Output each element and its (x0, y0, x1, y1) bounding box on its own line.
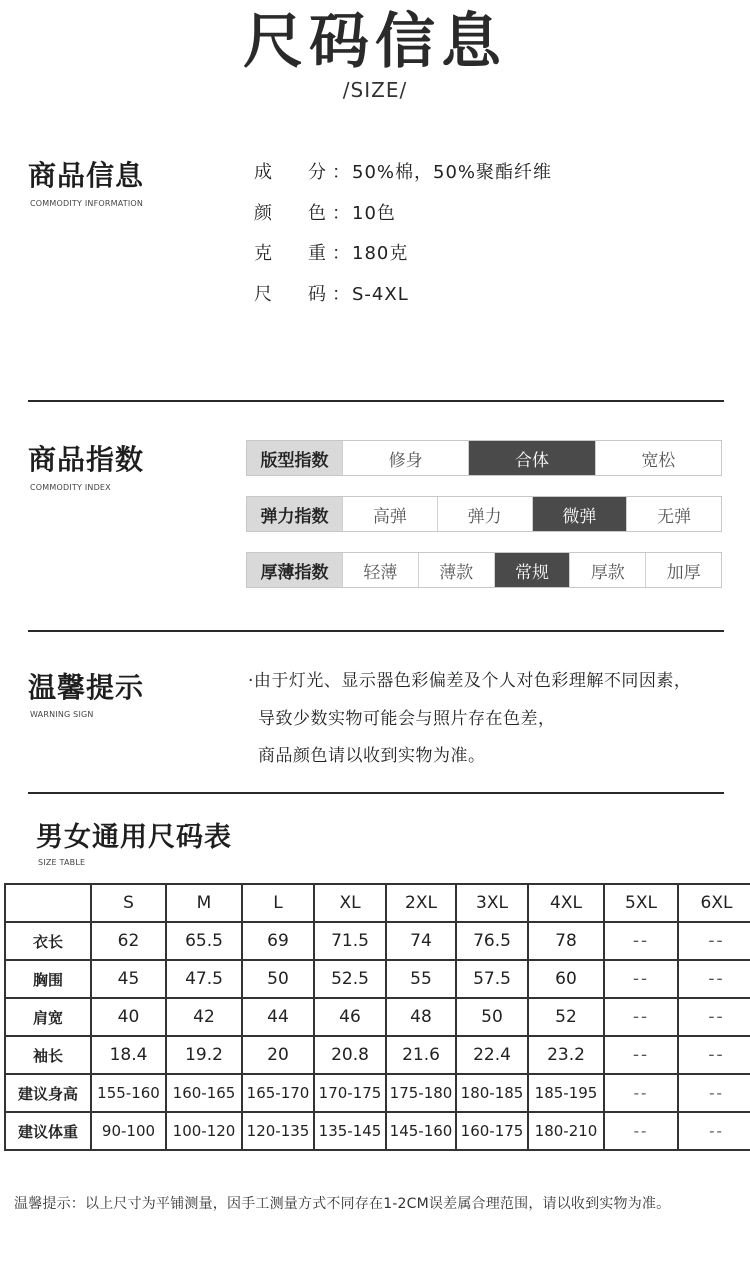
index-option: 厚款 (569, 553, 645, 587)
table-cell: 40 (91, 998, 166, 1036)
table-header-cell: 2XL (386, 884, 456, 922)
table-cell: 47.5 (166, 960, 242, 998)
table-cell: 46 (314, 998, 386, 1036)
info-key-char: 尺 (254, 284, 273, 305)
table-cell: 20 (242, 1036, 314, 1074)
index-option: 弹力 (437, 497, 532, 531)
commodity-info-row (254, 283, 409, 307)
warning-title: 温馨提示 (28, 671, 145, 704)
table-header-cell: 5XL (604, 884, 678, 922)
index-option: 常规 (494, 553, 570, 587)
index-option: 加厚 (645, 553, 721, 587)
index-option: 薄款 (418, 553, 494, 587)
table-cell: 20.8 (314, 1036, 386, 1074)
info-value: 10色 (352, 203, 396, 224)
index-option: 无弹 (626, 497, 721, 531)
info-key-char: 色 (308, 203, 327, 224)
table-cell: 50 (242, 960, 314, 998)
table-cell: 170-175 (314, 1074, 386, 1112)
table-row (5, 1074, 750, 1112)
warning-subtitle: WARNING SIGN (30, 710, 94, 719)
commodity-index-title: 商品指数 (28, 443, 145, 476)
info-colon: ： (332, 243, 351, 264)
table-cell: 48 (386, 998, 456, 1036)
table-cell: -- (604, 1112, 678, 1150)
table-cell: 23.2 (528, 1036, 604, 1074)
table-cell: 52 (528, 998, 604, 1036)
table-cell: -- (604, 1036, 678, 1074)
size-table-subtitle: SIZE TABLE (38, 858, 86, 867)
index-label: 厚薄指数 (247, 553, 342, 587)
table-row-header: 袖长 (5, 1036, 91, 1074)
table-cell: 57.5 (456, 960, 528, 998)
info-value: 50%棉，50%聚酯纤维 (352, 162, 553, 183)
index-option: 修身 (342, 441, 468, 475)
info-key-char: 成 (254, 162, 273, 183)
info-key-char: 码 (308, 284, 327, 305)
info-key-char: 重 (308, 243, 327, 264)
table-cell: 180-185 (456, 1074, 528, 1112)
table-cell: -- (604, 922, 678, 960)
page-title: 尺码信息 (243, 7, 507, 77)
table-cell: 19.2 (166, 1036, 242, 1074)
table-cell: 160-175 (456, 1112, 528, 1150)
table-cell: -- (604, 1074, 678, 1112)
table-header-cell: XL (314, 884, 386, 922)
table-cell: -- (678, 1074, 750, 1112)
table-cell: 100-120 (166, 1112, 242, 1150)
table-header-cell: 6XL (678, 884, 750, 922)
commodity-info-row (254, 202, 396, 226)
table-cell: 90-100 (91, 1112, 166, 1150)
warning-line: ·由于灯光、显示器色彩偏差及个人对色彩理解不同因素， (248, 671, 692, 691)
table-cell: -- (678, 998, 750, 1036)
table-cell: -- (678, 1036, 750, 1074)
section-divider (28, 792, 724, 794)
table-cell: 69 (242, 922, 314, 960)
table-cell: -- (604, 960, 678, 998)
table-cell: 145-160 (386, 1112, 456, 1150)
index-label: 版型指数 (247, 441, 342, 475)
info-value: S-4XL (352, 284, 409, 305)
commodity-info-row (254, 161, 552, 185)
table-cell: 44 (242, 998, 314, 1036)
table-cell: -- (678, 1112, 750, 1150)
info-key-char: 颜 (254, 203, 273, 224)
table-row (5, 998, 750, 1036)
table-header-cell: 4XL (528, 884, 604, 922)
index-option: 轻薄 (342, 553, 418, 587)
commodity-index-subtitle: COMMODITY INDEX (30, 483, 111, 492)
size-table (4, 883, 750, 1151)
info-value: 180克 (352, 243, 409, 264)
table-cell: 60 (528, 960, 604, 998)
table-header-cell: L (242, 884, 314, 922)
warning-line: 导致少数实物可能会与照片存在色差， (258, 709, 556, 729)
info-key-char: 克 (254, 243, 273, 264)
index-option: 微弹 (532, 497, 627, 531)
table-cell: 120-135 (242, 1112, 314, 1150)
commodity-info-row (254, 242, 408, 266)
table-cell: 45 (91, 960, 166, 998)
table-cell: 22.4 (456, 1036, 528, 1074)
table-cell: 42 (166, 998, 242, 1036)
size-table-title: 男女通用尺码表 (36, 822, 232, 853)
table-cell: 185-195 (528, 1074, 604, 1112)
table-header-cell: M (166, 884, 242, 922)
info-colon: ： (332, 284, 351, 305)
table-header-row (5, 884, 750, 922)
table-cell: 155-160 (91, 1074, 166, 1112)
section-divider (28, 400, 724, 402)
table-cell: 165-170 (242, 1074, 314, 1112)
table-cell: 65.5 (166, 922, 242, 960)
table-cell: 74 (386, 922, 456, 960)
section-divider (28, 630, 724, 632)
index-row (246, 440, 722, 476)
index-row (246, 552, 722, 588)
table-header-cell: 3XL (456, 884, 528, 922)
table-cell: 55 (386, 960, 456, 998)
table-row-header: 建议体重 (5, 1112, 91, 1150)
index-option: 宽松 (595, 441, 721, 475)
table-cell: 160-165 (166, 1074, 242, 1112)
table-cell: 180-210 (528, 1112, 604, 1150)
size-footnote: 温馨提示：以上尺寸为平铺测量，因手工测量方式不同存在1-2CM误差属合理范围，请以收到实物为准。 (14, 1196, 671, 1212)
table-row (5, 1112, 750, 1150)
table-cell: -- (678, 922, 750, 960)
table-cell: 52.5 (314, 960, 386, 998)
index-option: 高弹 (342, 497, 437, 531)
table-row (5, 922, 750, 960)
table-cell: 18.4 (91, 1036, 166, 1074)
table-cell: 135-145 (314, 1112, 386, 1150)
table-cell: 21.6 (386, 1036, 456, 1074)
table-row (5, 960, 750, 998)
info-colon: ： (332, 203, 351, 224)
table-header-cell (5, 884, 91, 922)
table-cell: 78 (528, 922, 604, 960)
table-cell: 71.5 (314, 922, 386, 960)
index-row (246, 496, 722, 532)
table-cell: 175-180 (386, 1074, 456, 1112)
table-header-cell: S (91, 884, 166, 922)
table-row-header: 胸围 (5, 960, 91, 998)
table-cell: -- (604, 998, 678, 1036)
table-row-header: 建议身高 (5, 1074, 91, 1112)
table-cell: 76.5 (456, 922, 528, 960)
table-cell: 62 (91, 922, 166, 960)
index-option: 合体 (468, 441, 594, 475)
index-label: 弹力指数 (247, 497, 342, 531)
commodity-info-subtitle: COMMODITY INFORMATION (30, 199, 144, 208)
table-row-header: 衣长 (5, 922, 91, 960)
table-row (5, 1036, 750, 1074)
table-cell: 50 (456, 998, 528, 1036)
warning-line: 商品颜色请以收到实物为准。 (258, 746, 486, 766)
table-row-header: 肩宽 (5, 998, 91, 1036)
page-subtitle: /SIZE/ (342, 78, 408, 102)
info-key-char: 分 (308, 162, 327, 183)
table-cell: -- (678, 960, 750, 998)
commodity-info-title: 商品信息 (28, 159, 145, 192)
info-colon: ： (332, 162, 351, 183)
